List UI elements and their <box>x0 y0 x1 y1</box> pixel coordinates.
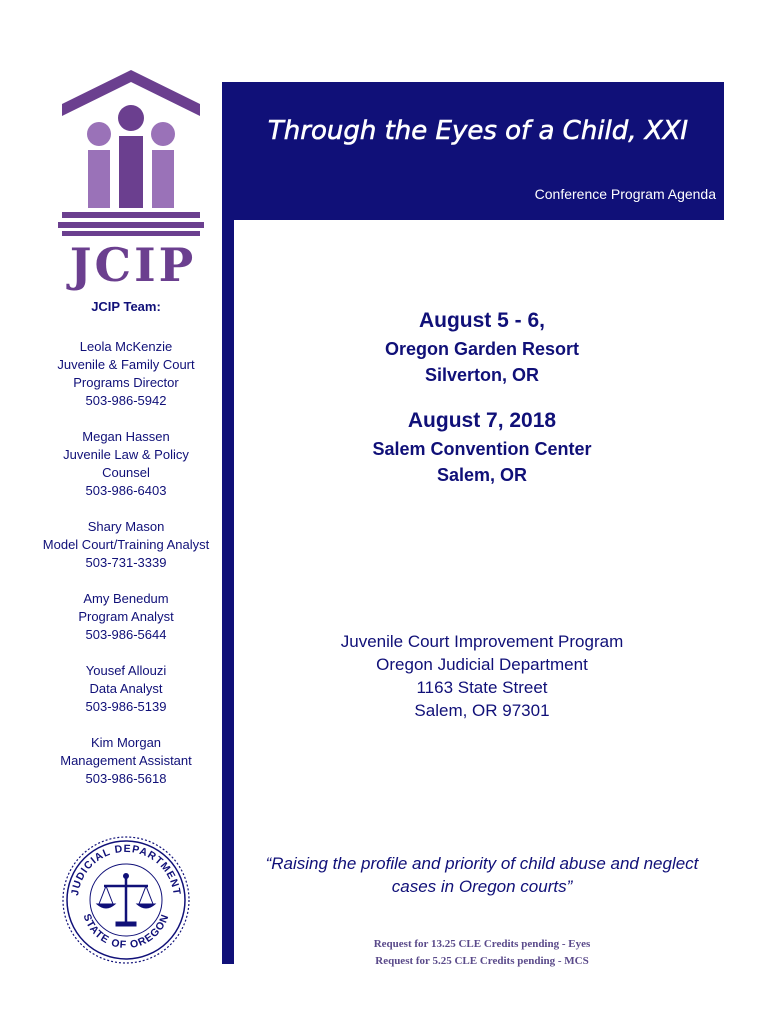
step-1 <box>62 212 200 218</box>
event-date: August 7, 2018 <box>407 409 557 432</box>
member-line: 503-986-5942 <box>85 393 167 408</box>
quote-line: “Raising the profile and priority of child abuse and neglect <box>265 854 699 873</box>
team-member <box>30 428 222 500</box>
event-venue: Oregon Garden Resort <box>384 339 580 359</box>
logo-wordmark: JCIP <box>69 238 197 292</box>
member-line: Programs Director <box>73 375 179 390</box>
member-line: 503-731-3339 <box>85 555 167 570</box>
team-sidebar <box>30 298 222 806</box>
figure-head-center <box>118 105 144 131</box>
member-line: Megan Hassen <box>82 429 170 444</box>
event-list <box>240 308 724 488</box>
team-member <box>30 734 222 788</box>
member-line: Leola McKenzie <box>79 339 173 354</box>
seal-top-text: JUDICIAL DEPARTMENT <box>69 842 183 897</box>
team-heading: JCIP Team: <box>91 299 161 314</box>
member-line: Management Assistant <box>60 753 192 768</box>
quote-line: cases in Oregon courts” <box>391 877 573 896</box>
team-member <box>30 662 222 716</box>
vertical-divider <box>222 220 234 964</box>
scales-of-justice-icon <box>97 874 155 927</box>
cle-line: Request for 5.25 CLE Credits pending - MCS <box>375 955 589 967</box>
conference-subtitle: Conference Program Agenda <box>534 186 716 202</box>
member-line: Shary Mason <box>87 519 165 534</box>
member-line: 503-986-6403 <box>85 483 167 498</box>
event-date: August 5 - 6, <box>418 309 545 332</box>
figure-head-right <box>151 122 175 146</box>
figure-body-left <box>88 150 110 208</box>
event-venue: Salem Convention Center <box>372 439 592 459</box>
step-2 <box>58 222 204 228</box>
address-line: Juvenile Court Improvement Program <box>340 632 624 651</box>
member-line: Juvenile Law & Policy <box>63 447 189 462</box>
member-line: 503-986-5139 <box>85 699 167 714</box>
team-member <box>30 338 222 410</box>
figure-head-left <box>87 122 111 146</box>
member-line: Juvenile & Family Court <box>57 357 195 372</box>
event-city: Salem, OR <box>436 465 528 485</box>
seal-bottom-text: STATE OF OREGON <box>80 912 172 952</box>
event-city: Silverton, OR <box>424 365 540 385</box>
member-line: Data Analyst <box>89 681 163 696</box>
member-line: Amy Benedum <box>83 591 169 606</box>
address-line: 1163 State Street <box>416 678 548 697</box>
member-line: Kim Morgan <box>90 735 162 750</box>
team-member <box>30 518 222 572</box>
address-line: Salem, OR 97301 <box>414 701 550 720</box>
member-line: 503-986-5644 <box>85 627 167 642</box>
conference-title: Through the Eyes of a Child, XXI <box>267 116 689 146</box>
step-3 <box>62 231 200 236</box>
address-line: Oregon Judicial Department <box>376 655 588 674</box>
cle-line: Request for 13.25 CLE Credits pending - Eyes <box>373 938 591 950</box>
figure-body-center <box>119 136 143 208</box>
member-line: Counsel <box>102 465 150 480</box>
header-banner <box>222 82 724 220</box>
member-line: Program Analyst <box>78 609 174 624</box>
organization-address <box>240 630 724 722</box>
event-block <box>240 308 724 388</box>
event-block <box>240 408 724 488</box>
cle-credits-note <box>240 936 724 970</box>
figure-body-right <box>152 150 174 208</box>
mission-quote <box>240 852 724 898</box>
team-member <box>30 590 222 644</box>
member-line: Model Court/Training Analyst <box>42 537 210 552</box>
member-line: 503-986-5618 <box>85 771 167 786</box>
judicial-department-seal <box>60 834 192 966</box>
member-line: Yousef Allouzi <box>85 663 167 678</box>
